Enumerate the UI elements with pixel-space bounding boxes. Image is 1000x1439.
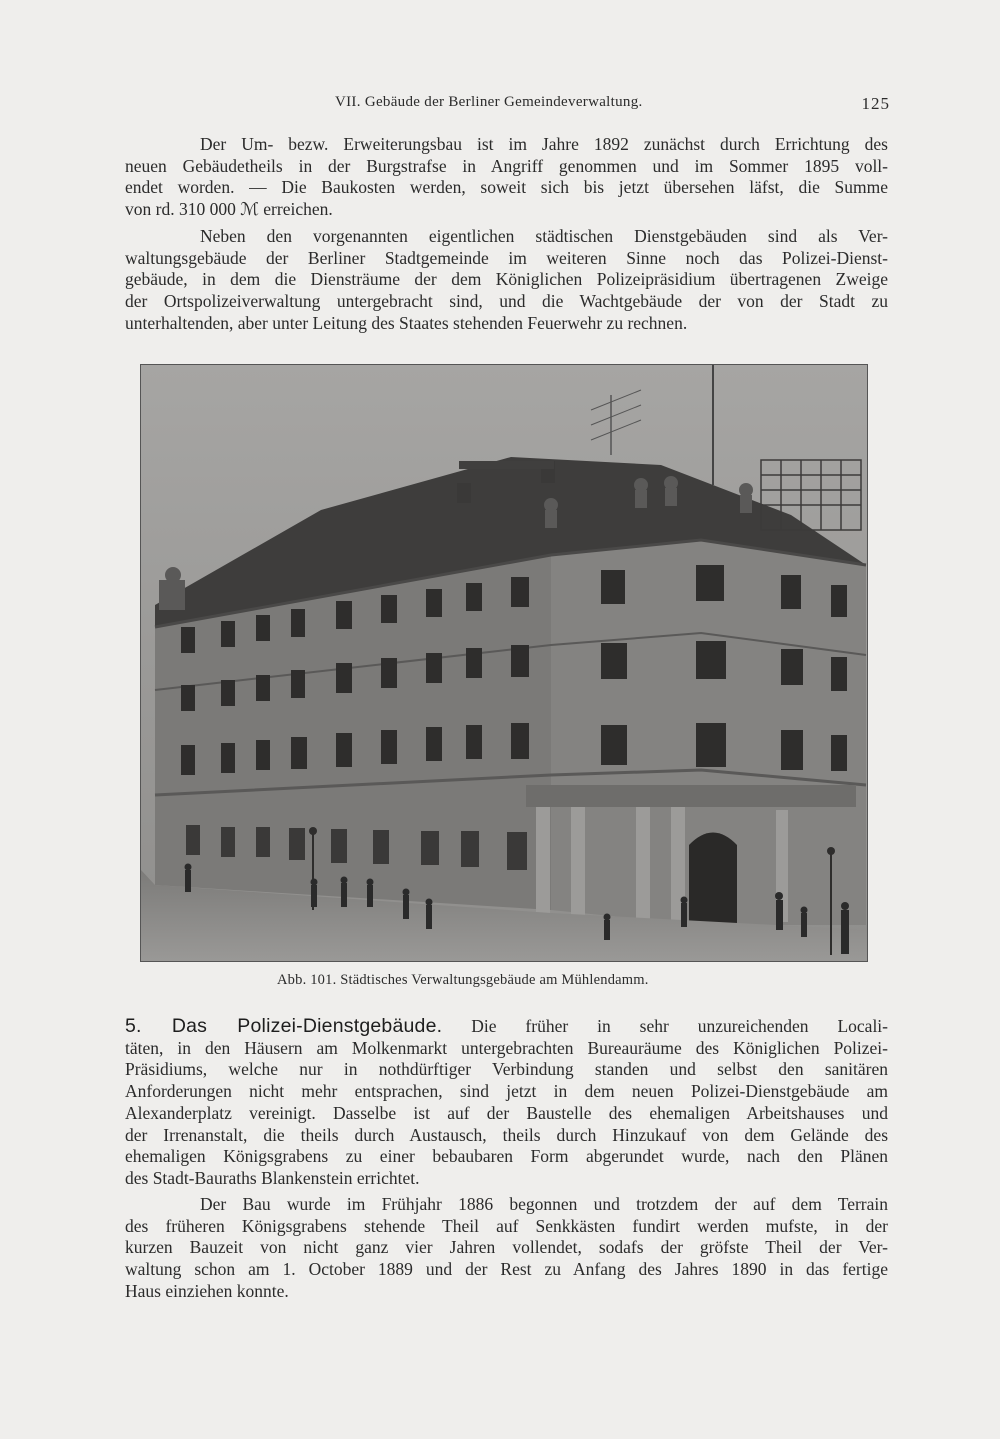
text-line (125, 1016, 888, 1038)
paragraph-2 (125, 226, 888, 335)
paragraph-1 (125, 134, 888, 221)
section-paragraph (125, 1016, 888, 1190)
text-line: der Ortspolizeiverwaltung untergebracht sind, und die Wachtgebäude der von der Stadt zu (125, 291, 888, 312)
text-line: Der Bau wurde im Frühjahr 1886 begonnen und trotzdem der auf dem Terrain (200, 1194, 888, 1214)
page-number: 125 (861, 94, 890, 113)
running-header (125, 94, 890, 120)
figure-caption: Abb. 101. Städtisches Verwaltungsgebäude am Mühlendamm. (277, 972, 649, 988)
text-line: waltung schon am 1. October 1889 und der Rest zu Anfang des Jahres 1890 in das fertige (125, 1259, 888, 1280)
text-line: Neben den vorgenannten eigentlichen städtischen Dienstgebäuden sind als Ver- (200, 226, 888, 246)
text-line: von rd. 310 000 ℳ erreichen. (125, 199, 333, 220)
building-photograph (140, 364, 868, 962)
text-line: ehemaligen Königsgrabens zu einer bebaubaren Form abgerundet wurde, nach den Plänen (125, 1146, 888, 1167)
text-line: Haus einziehen konnte. (125, 1280, 289, 1301)
text-fragment: Die früher in sehr unzureichenden Locali- (471, 1016, 888, 1036)
text-line: täten, in den Häusern am Molkenmarkt untergebrachten Bureauräume des Königlichen Polizei- (125, 1037, 888, 1058)
text-line: der Irrenanstalt, die theils durch Austausch, theils durch Hinzukauf von dem Gelände des (125, 1124, 888, 1145)
text-line: des früheren Königsgrabens stehende Theil auf Senkkästen fundirt werden mufste, in der (125, 1215, 888, 1236)
text-line: kurzen Bauzeit von nicht ganz vier Jahren vollendet, sodafs der gröfste Theil der Ver- (125, 1237, 888, 1258)
text-line: des Stadt-Bauraths Blankenstein errichtet. (125, 1167, 420, 1188)
paragraph-4 (125, 1194, 888, 1303)
text-line: Der Um- bezw. Erweiterungsbau ist im Jahre 1892 zunächst durch Errichtung des (200, 134, 888, 154)
text-line: Anforderungen nicht mehr entsprachen, sind jetzt in dem neuen Polizei-Dienstgebäude am (125, 1081, 888, 1102)
text-line: unterhaltenden, aber unter Leitung des Staates stehenden Feuerwehr zu rechnen. (125, 312, 688, 333)
header-title: VII. Gebäude der Berliner Gemeindeverwaltung. (335, 94, 643, 110)
text-line: endet worden. — Die Baukosten werden, soweit sich bis jetzt übersehen läfst, die Summe (125, 177, 888, 198)
text-line: Präsidiums, welche nur in nothdürftiger Verbindung standen und selbst den sanitären (125, 1059, 888, 1080)
text-line: neuen Gebäudetheils in der Burgstrafse in Angriff genommen und im Sommer 1895 voll- (125, 155, 888, 176)
text-line: gebäude, in dem die Diensträume der dem Königlichen Polizeipräsidium übertragenen Zweige (125, 269, 888, 290)
text-line: Alexanderplatz vereinigt. Dasselbe ist auf der Baustelle des ehemaligen Arbeitshauses und (125, 1102, 888, 1123)
section-heading: 5. Das Polizei-Dienstgebäude. (125, 1015, 443, 1037)
text-line: waltungsgebäude der Berliner Stadtgemeinde im weiteren Sinne noch das Polizei-Dienst- (125, 247, 888, 268)
